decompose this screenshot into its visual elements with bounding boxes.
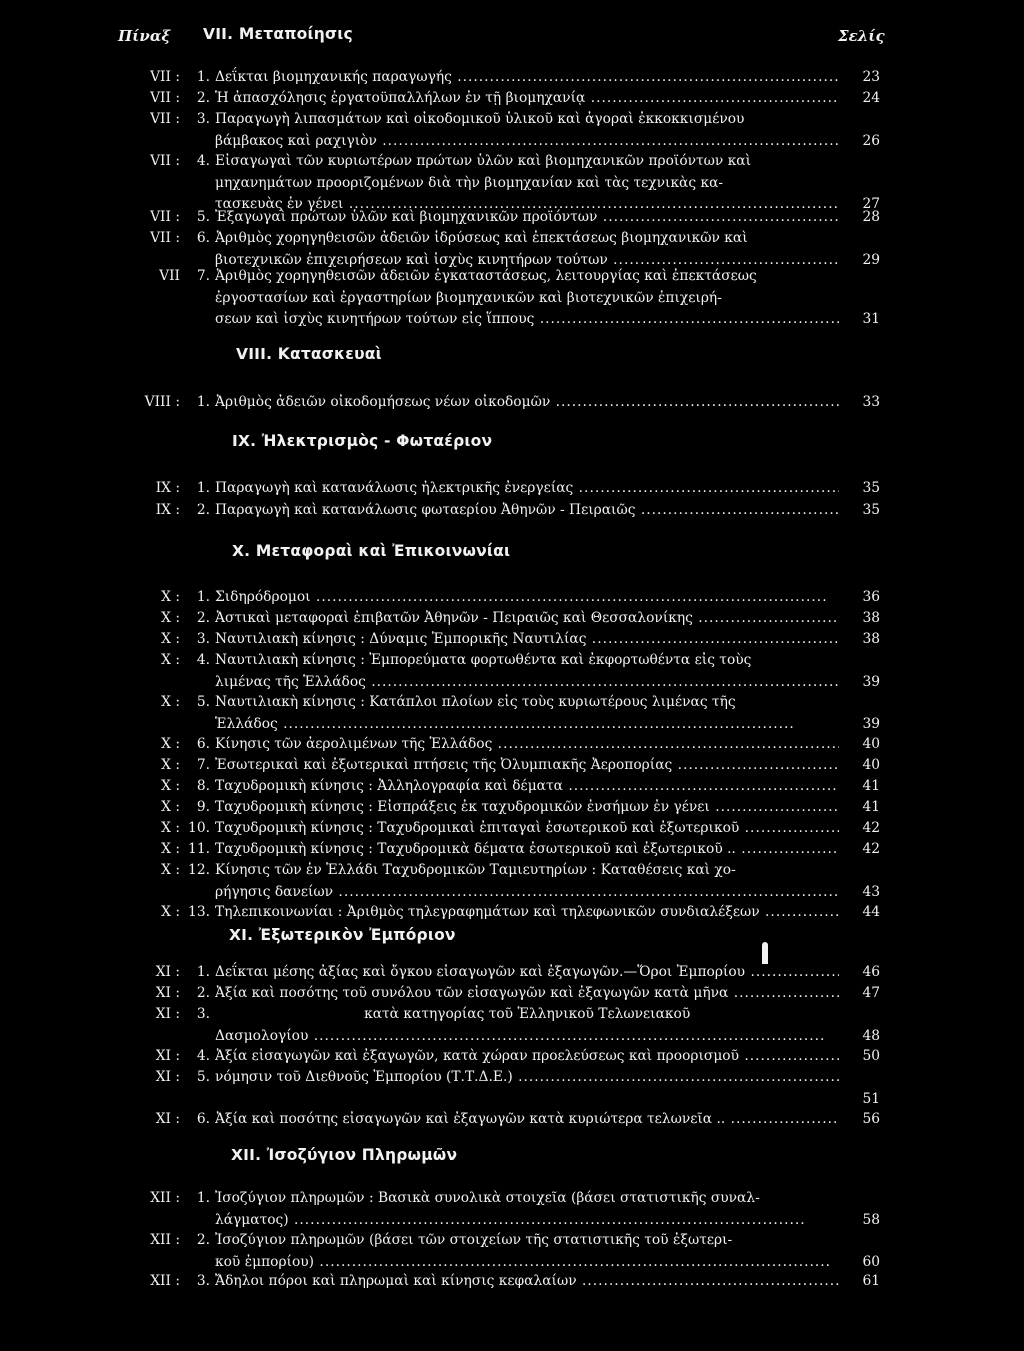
table-section-code: X : xyxy=(161,904,180,920)
table-title xyxy=(215,109,839,152)
table-title-line: βιοτεχνικῶν ἐπιχειρήσεων καὶ ἰσχὺς κινητήρων τούτων ..... xyxy=(215,250,839,272)
page-number: 61 xyxy=(862,1273,880,1289)
table-section-code: X : xyxy=(161,820,180,836)
table-title-line: Ἀστικαὶ μεταφοραὶ ἐπιβατῶν Ἀθηνῶν - Πειραιῶς καὶ Θεσσαλονίκης ..... xyxy=(215,608,839,630)
page-number: 29 xyxy=(862,251,880,268)
table-title-line: Δεΐκται μέσης ἀξίας καὶ ὄγκου εἰσαγωγῶν καὶ ἐξαγωγῶν.—Ὅροι Ἐμπορίου ..... xyxy=(215,962,839,984)
table-title xyxy=(215,983,839,1005)
page-number: 46 xyxy=(862,964,880,980)
page-number: 47 xyxy=(862,985,880,1001)
page-number: 60 xyxy=(862,1253,880,1270)
table-title-line: Ταχυδρομικὴ κίνησις : Ἀλληλογραφία καὶ δέματα ..... xyxy=(215,776,839,798)
table-number: 6. xyxy=(196,1111,210,1127)
table-title-line: Ἡ ἀπασχόλησις ἐργατοϋπαλλήλων ἐν τῇ βιομηχανίᾳ ..... xyxy=(215,88,839,110)
section-heading: XI. Ἐξωτερικὸν Ἐμπόριον xyxy=(229,926,456,944)
table-section-code: X : xyxy=(161,736,180,752)
table-section-code: VII : xyxy=(150,90,180,106)
table-section-code: XI : xyxy=(155,985,180,1001)
table-section-code: XI : xyxy=(155,1069,180,1085)
table-title xyxy=(215,1188,839,1231)
table-title xyxy=(215,266,839,331)
table-title xyxy=(215,860,839,903)
table-title xyxy=(215,392,839,414)
table-title-line: κοῦ ἐμπορίου) ..... xyxy=(215,1252,839,1274)
table-title xyxy=(215,500,839,522)
page-number: 38 xyxy=(862,631,880,647)
section-heading: X. Μεταφοραὶ καὶ Ἐπικοινωνίαι xyxy=(232,542,511,560)
page-number: 42 xyxy=(862,841,880,857)
table-number: 4. xyxy=(196,153,210,169)
table-title xyxy=(215,207,839,229)
page-number: 31 xyxy=(862,311,880,328)
table-title-line: ρήγησις δανείων ..... xyxy=(215,882,839,904)
table-number: 2. xyxy=(196,985,210,1001)
table-title-line: Ἀξία καὶ ποσότης εἰσαγωγῶν καὶ ἐξαγωγῶν κατὰ κυριώτερα τελωνεῖα .. ..... xyxy=(215,1109,839,1131)
table-title-line: Ἀξία καὶ ποσότης τοῦ συνόλου τῶν εἰσαγωγῶν καὶ ἐξαγωγῶν κατὰ μῆνα ..... xyxy=(215,983,839,1005)
table-title-line: σεων καὶ ἰσχὺς κινητήρων τούτων εἰς ἵππους ..... xyxy=(215,309,839,331)
table-section-code: XI : xyxy=(155,964,180,980)
table-title xyxy=(215,478,839,500)
table-title xyxy=(215,1271,839,1293)
header-page-label: Σελίς xyxy=(838,27,885,45)
table-title xyxy=(215,797,839,819)
table-number: 5. xyxy=(196,1069,210,1085)
table-number: 3. xyxy=(196,1006,210,1022)
table-title-line: Ἰσοζύγιον πληρωμῶν : Βασικὰ συνολικὰ στοιχεῖα (βάσει στατιστικῆς συναλ- xyxy=(215,1190,760,1206)
table-title-line: Σιδηρόδρομοι ..... xyxy=(215,587,839,609)
table-section-code: IX : xyxy=(155,480,180,496)
table-title-line: βάμβακος καὶ ραχιγιὸν ..... xyxy=(215,131,839,153)
table-title-line: Ἀριθμὸς χορηγηθεισῶν ἀδειῶν ἱδρύσεως καὶ ἐπεκτάσεως βιομηχανικῶν καὶ xyxy=(215,230,748,246)
table-number: 2. xyxy=(196,90,210,106)
table-section-code: XII : xyxy=(150,1273,180,1289)
table-title-line: Ἐσωτερικαὶ καὶ ἐξωτερικαὶ πτήσεις τῆς Ὀλυμπιακῆς Ἀεροπορίας ..... xyxy=(215,755,839,777)
table-title-line: Ἀριθμὸς ἀδειῶν οἰκοδομήσεως νέων οἰκοδομῶν ..... xyxy=(215,392,839,414)
section-heading: IX. Ἠλεκτρισμὸς - Φωταέριον xyxy=(232,432,493,450)
table-title xyxy=(215,88,839,110)
table-title xyxy=(215,650,839,693)
table-title-line: Τηλεπικοινωνίαι : Ἀριθμὸς τηλεγραφημάτων καὶ τηλεφωνικῶν συνδιαλέξεων ..... xyxy=(215,902,839,924)
table-section-code: X : xyxy=(161,694,180,710)
table-title xyxy=(215,818,839,840)
page-number: 35 xyxy=(862,480,880,496)
table-title xyxy=(215,1046,839,1068)
page-number: 40 xyxy=(862,736,880,752)
table-section-code: VII xyxy=(159,268,180,284)
table-title-line: ἐργοστασίων καὶ ἐργαστηρίων βιομηχανικῶν καὶ βιοτεχνικῶν ἐπιχειρή- xyxy=(215,289,722,306)
page-number: 50 xyxy=(862,1048,880,1064)
table-section-code: X : xyxy=(161,841,180,857)
table-section-code: VII : xyxy=(150,69,180,85)
table-title-line: λιμένας τῆς Ἑλλάδος ..... xyxy=(215,672,839,694)
table-title-line: Ναυτιλιακὴ κίνησις : Κατάπλοι πλοίων εἰς τοὺς κυριωτέρους λιμένας τῆς xyxy=(215,694,736,710)
table-title-line: Κίνησις τῶν ἀερολιμένων τῆς Ἑλλάδος ..... xyxy=(215,734,839,756)
table-title xyxy=(215,587,839,609)
table-section-code: XI : xyxy=(155,1048,180,1064)
table-section-code: XI : xyxy=(155,1111,180,1127)
table-title xyxy=(215,902,839,924)
table-section-code: X : xyxy=(161,610,180,626)
table-title-line: Ναυτιλιακὴ κίνησις : Δύναμις Ἐμπορικῆς Ναυτιλίας ..... xyxy=(215,629,839,651)
table-title-line: Ἄδηλοι πόροι καὶ πληρωμαὶ καὶ κίνησις κεφαλαίων ..... xyxy=(215,1271,839,1293)
table-title xyxy=(215,755,839,777)
table-title-line: λάγματος) ..... xyxy=(215,1210,839,1232)
table-section-code: IX : xyxy=(155,502,180,518)
table-number: 13. xyxy=(188,904,210,920)
table-title-line: Ταχυδρομικὴ κίνησις : Ταχυδρομικὰ δέματα ἐσωτερικοῦ καὶ ἐξωτερικοῦ .. ..... xyxy=(215,839,839,861)
table-title-line: Δασμολογίου ..... xyxy=(215,1026,839,1048)
table-section-code: XII : xyxy=(150,1232,180,1248)
table-section-code: VII : xyxy=(150,153,180,169)
table-title-line: Ναυτιλιακὴ κίνησις : Ἐμπορεύματα φορτωθέντα καὶ ἐκφορτωθέντα εἰς τοὺς xyxy=(215,652,752,668)
page-number: 40 xyxy=(862,757,880,773)
table-title-line: Παραγωγὴ καὶ κατανάλωσις φωταερίου Ἀθηνῶν - Πειραιῶς ..... xyxy=(215,500,839,522)
page-number: 51 xyxy=(862,1090,880,1107)
section-heading-vii: VII. Μεταποίησις xyxy=(203,25,353,43)
table-number: 3. xyxy=(196,111,210,127)
page-number: 41 xyxy=(862,778,880,794)
table-number: 3. xyxy=(196,1273,210,1289)
page-number: 23 xyxy=(862,69,880,85)
table-title xyxy=(215,608,839,630)
table-section-code: XI : xyxy=(155,1006,180,1022)
table-title-line: Δεΐκται βιομηχανικής παραγωγής ..... xyxy=(215,67,839,89)
table-section-code: VIII : xyxy=(144,394,180,410)
page-number: 58 xyxy=(862,1211,880,1228)
page-number: 27 xyxy=(862,196,880,213)
table-number: 7. xyxy=(196,757,210,773)
table-title-line: Παραγωγὴ καὶ κατανάλωσις ἠλεκτρικῆς ἐνεργείας ..... xyxy=(215,478,839,500)
table-title-line: τασκευὰς ἐν γένει ..... xyxy=(215,194,839,216)
table-title xyxy=(215,962,839,984)
table-number: 5. xyxy=(196,209,210,225)
table-title xyxy=(215,228,839,271)
page-number: 24 xyxy=(862,90,880,106)
table-number: 2. xyxy=(196,610,210,626)
table-title-line: Ἰσοζύγιον πληρωμῶν (βάσει τῶν στοιχείων τῆς στατιστικῆς τοῦ ἐξωτερι- xyxy=(215,1232,733,1248)
table-number: 1. xyxy=(196,589,210,605)
table-section-code: X : xyxy=(161,757,180,773)
table-section-code: X : xyxy=(161,799,180,815)
table-title-line: Παραγωγὴ λιπασμάτων καὶ οἰκοδομικοῦ ὑλικοῦ καὶ ἀγοραὶ ἐκκοκκισμένου xyxy=(215,111,745,127)
table-title-line: Ἐξαγωγαὶ πρώτων ὑλῶν καὶ βιομηχανικῶν προϊόντων ..... xyxy=(215,207,839,229)
table-title xyxy=(215,734,839,756)
table-title xyxy=(215,776,839,798)
table-number: 1. xyxy=(196,964,210,980)
table-number: 1. xyxy=(196,480,210,496)
table-title-line: Ἑλλάδος ..... xyxy=(215,714,839,736)
page-number: 56 xyxy=(862,1111,880,1127)
page-number: 42 xyxy=(862,820,880,836)
table-title xyxy=(215,839,839,861)
table-section-code: VII : xyxy=(150,230,180,246)
table-title xyxy=(215,692,839,735)
table-section-code: X : xyxy=(161,589,180,605)
page-number: 44 xyxy=(862,904,880,920)
table-number: 1. xyxy=(196,394,210,410)
page-number: 39 xyxy=(862,715,880,732)
table-number: 8. xyxy=(196,778,210,794)
table-number: 11. xyxy=(188,841,210,857)
page-number: 28 xyxy=(862,209,880,225)
table-number: 5. xyxy=(196,694,210,710)
page-number: 39 xyxy=(862,673,880,690)
page-number: 48 xyxy=(862,1027,880,1044)
page-number: 33 xyxy=(862,394,880,410)
table-number: 7. xyxy=(196,268,210,284)
table-title xyxy=(215,67,839,89)
section-heading: XII. Ἰσοζύγιον Πληρωμῶν xyxy=(231,1146,458,1164)
table-number: 3. xyxy=(196,631,210,647)
table-section-code: VII : xyxy=(150,111,180,127)
table-number: 1. xyxy=(196,1190,210,1206)
page-number: 26 xyxy=(862,132,880,149)
table-title-line: Ἀριθμὸς χορηγηθεισῶν ἀδειῶν ἐγκαταστάσεως, λειτουργίας καὶ ἐπεκτάσεως xyxy=(215,268,757,284)
page-number: 36 xyxy=(862,589,880,605)
table-section-code: X : xyxy=(161,631,180,647)
section-heading: VIII. Κατασκευαὶ xyxy=(236,345,382,363)
table-number: 9. xyxy=(196,799,210,815)
table-title-line: Ἀξία εἰσαγωγῶν καὶ ἐξαγωγῶν, κατὰ χώραν προελεύσεως καὶ προορισμοῦ ..... xyxy=(215,1046,839,1068)
table-number: 2. xyxy=(196,1232,210,1248)
table-title xyxy=(215,1004,839,1047)
table-title-line: Κίνησις τῶν ἐν Ἑλλάδι Ταχυδρομικῶν Ταμιευτηρίων : Καταθέσεις καὶ χο- xyxy=(215,862,736,878)
table-title xyxy=(215,629,839,651)
table-title-line: Ταχυδρομικὴ κίνησις : Ταχυδρομικαὶ ἐπιταγαὶ ἐσωτερικοῦ καὶ ἐξωτερικοῦ ..... xyxy=(215,818,839,840)
table-section-code: VII : xyxy=(150,209,180,225)
table-title-line: νόμησιν τοῦ Διεθνοῦς Ἐμπορίου (Τ.Τ.Δ.Ε.) ..... xyxy=(215,1067,839,1089)
table-title xyxy=(215,1230,839,1273)
table-section-code: X : xyxy=(161,862,180,878)
table-title-line: κατὰ κατηγορίας τοῦ Ἑλληνικοῦ Τελωνειακοῦ xyxy=(215,1006,691,1022)
table-section-code: X : xyxy=(161,652,180,668)
table-number: 6. xyxy=(196,230,210,246)
page-number: 41 xyxy=(862,799,880,815)
margin-mark xyxy=(762,942,768,964)
table-title-line: μηχανημάτων προοριζομένων διὰ τὴν βιομηχανίαν καὶ τὰς τεχνικὰς κα- xyxy=(215,174,724,191)
table-number: 6. xyxy=(196,736,210,752)
table-title xyxy=(215,1067,839,1089)
table-number: 1. xyxy=(196,69,210,85)
table-number: 12. xyxy=(188,862,210,878)
table-title xyxy=(215,1109,839,1131)
table-section-code: XII : xyxy=(150,1190,180,1206)
table-title-line: Ταχυδρομικὴ κίνησις : Εἰσπράξεις ἐκ ταχυδρομικῶν ἐνσήμων ἐν γένει ..... xyxy=(215,797,839,819)
table-title-line: Εἰσαγωγαὶ τῶν κυριωτέρων πρώτων ὑλῶν καὶ βιομηχανικῶν προϊόντων καὶ xyxy=(215,153,752,169)
page-number: 38 xyxy=(862,610,880,626)
table-number: 4. xyxy=(196,1048,210,1064)
table-section-code: X : xyxy=(161,778,180,794)
table-number: 4. xyxy=(196,652,210,668)
page-number: 43 xyxy=(862,883,880,900)
table-number: 2. xyxy=(196,502,210,518)
table-number: 10. xyxy=(188,820,210,836)
page-number: 35 xyxy=(862,502,880,518)
header-table-label: Πίναξ xyxy=(118,27,171,45)
